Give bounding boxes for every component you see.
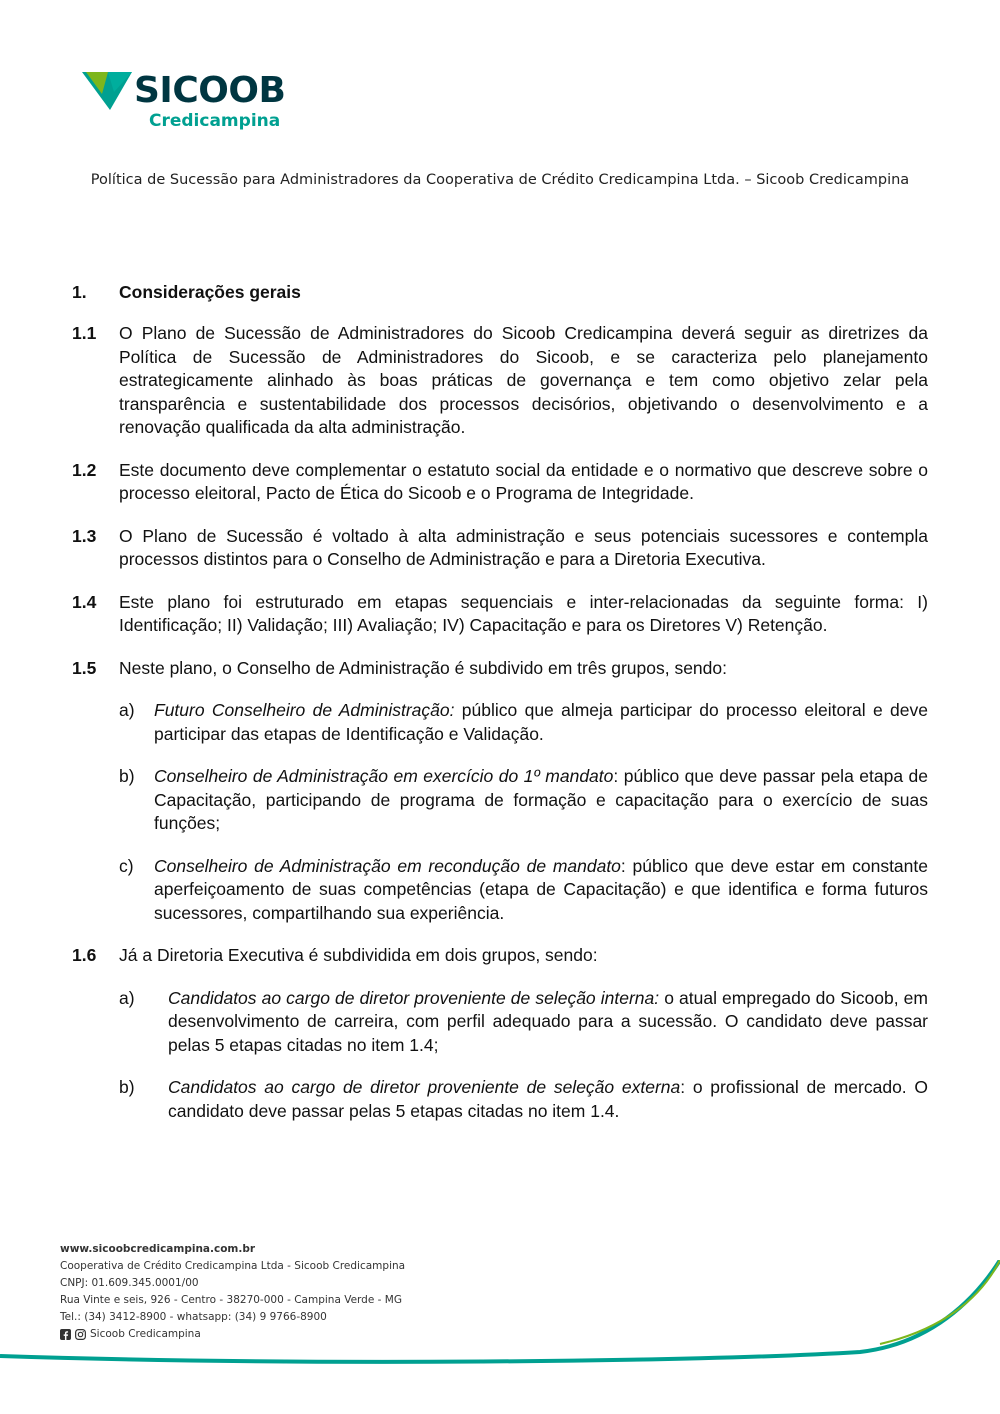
- sicoob-logo-mark-icon: [82, 70, 134, 116]
- facebook-icon: [60, 1329, 71, 1340]
- footer-social: [60, 1326, 405, 1343]
- section-number: 1.: [72, 282, 87, 302]
- footer-phone: Tel.: (34) 3412-8900 - whatsapp: (34) 9 9766-8900: [60, 1311, 327, 1323]
- list-item-emphasis: Conselheiro de Administração em exercício do 1º mandato: [154, 766, 614, 786]
- footer-social-text: Sicoob Credicampina: [90, 1328, 201, 1340]
- list-item-emphasis: Conselheiro de Administração em recondução de mandato: [154, 855, 621, 876]
- list-item-text: [154, 855, 928, 926]
- paragraph-number: 1.3: [72, 525, 97, 546]
- paragraph-1-5: [72, 657, 928, 681]
- paragraph-number: 1.6: [72, 945, 97, 965]
- list-item-body: : público que deve estar em constante aperfeiçoamento de suas competências (etapa de Capacitação) e que identifica e forma futuros sucessores, compartilhando sua experiência.: [154, 855, 928, 923]
- paragraph-text: Este documento deve complementar o estatuto social da entidade e o normativo que descreve sobre o processo eleitoral, Pacto de Ética do Sicoob e o Programa de Integridade.: [119, 459, 928, 503]
- list-item-body: o atual empregado do Sicoob, em desenvolvimento de carreira, com perfil adequado para a sucessão. O candidato deve passar pelas 5 etapas citadas no item 1.4;: [168, 987, 928, 1055]
- paragraph-1-1: [72, 322, 928, 440]
- list-item-text: [154, 765, 928, 836]
- list-item-label: a): [119, 700, 135, 720]
- paragraph-1-3: [72, 525, 928, 572]
- section-title: Considerações gerais: [119, 282, 301, 302]
- list-item-label: a): [119, 987, 135, 1008]
- paragraph-1-2: [72, 459, 928, 506]
- list-item-emphasis: Futuro Conselheiro de Administração:: [154, 700, 455, 720]
- company-logo: [82, 70, 292, 136]
- list-item-body: : o profissional de mercado. O candidato deve passar pelas 5 etapas citadas no item 1.4.: [168, 1077, 929, 1121]
- paragraph-text: Neste plano, o Conselho de Administração é subdivido em três grupos, sendo:: [119, 657, 727, 678]
- list-item-text: [168, 987, 928, 1058]
- document-header: Política de Sucessão para Administradores da Cooperativa de Crédito Credicampina Ltda. – Sicoob Credicampina: [90, 172, 910, 188]
- footer-address: Rua Vinte e seis, 926 - Centro - 38270-000 - Campina Verde - MG: [60, 1294, 402, 1306]
- paragraph-1-4: [72, 591, 928, 638]
- document-body: [72, 282, 928, 1142]
- list-item-emphasis: Candidatos ao cargo de diretor proveniente de seleção interna:: [168, 987, 660, 1008]
- paragraph-text: O Plano de Sucessão é voltado à alta administração e seus potenciais sucessores e contempla processos distintos para o Conselho de Administração e para a Diretoria Executiva.: [119, 525, 928, 569]
- list-item-1-5-b: [72, 765, 928, 836]
- list-item-text: [168, 1076, 928, 1123]
- paragraph-1-6: [72, 944, 928, 968]
- logo-brand-text: SICOOB: [134, 70, 286, 111]
- paragraph-text: O Plano de Sucessão de Administradores do Sicoob Credicampina deverá seguir as diretrizes da Política de Sucessão de Administradores do Sicoob, e se caracteriza pelo planejamento estrategicamente alinhado às boas práticas de governança e tem como objetivo zelar pela transparência e sustentabilidade dos processos decisórios, objetivando o desenvolvimento e a renovação qualificada da alta administração.: [119, 323, 928, 437]
- list-item-1-6-b: [72, 1076, 928, 1123]
- document-footer: [60, 1241, 405, 1343]
- list-item-1-5-c: [72, 855, 928, 926]
- list-item-body: : público que deve passar pela etapa de Capacitação, participando de programa de formação e capacitação para o exercício de suas funções;: [154, 766, 928, 833]
- list-item-body: público que almeja participar do processo eleitoral e deve participar das etapas de Identificação e Validação.: [154, 700, 928, 744]
- paragraph-text: Já a Diretoria Executiva é subdividida em dois grupos, sendo:: [119, 945, 598, 965]
- paragraph-number: 1.4: [72, 591, 97, 612]
- section-heading: [72, 282, 928, 303]
- paragraph-number: 1.5: [72, 657, 97, 678]
- instagram-icon: [75, 1329, 86, 1340]
- list-item-label: c): [119, 855, 134, 876]
- list-item-text: [154, 699, 928, 746]
- list-item-1-5-a: [72, 699, 928, 746]
- footer-company: Cooperativa de Crédito Credicampina Ltda - Sicoob Credicampina: [60, 1260, 406, 1272]
- paragraph-text: Este plano foi estruturado em etapas sequenciais e inter-relacionadas da seguinte forma: I) Identificação; II) Validação; III) Avaliação; IV) Capacitação e para os Diretores V) Retenção.: [119, 591, 928, 635]
- logo-sub-text: Credicampina: [149, 111, 281, 131]
- list-item-label: b): [119, 766, 135, 786]
- paragraph-number: 1.2: [72, 459, 97, 480]
- footer-website: www.sicoobcredicampina.com.br: [60, 1243, 256, 1255]
- list-item-1-6-a: [72, 987, 928, 1058]
- list-item-emphasis: Candidatos ao cargo de diretor proveniente de seleção externa: [168, 1077, 681, 1097]
- footer-cnpj: CNPJ: 01.609.345.0001/00: [60, 1277, 199, 1289]
- paragraph-number: 1.1: [72, 323, 97, 343]
- list-item-label: b): [119, 1077, 135, 1097]
